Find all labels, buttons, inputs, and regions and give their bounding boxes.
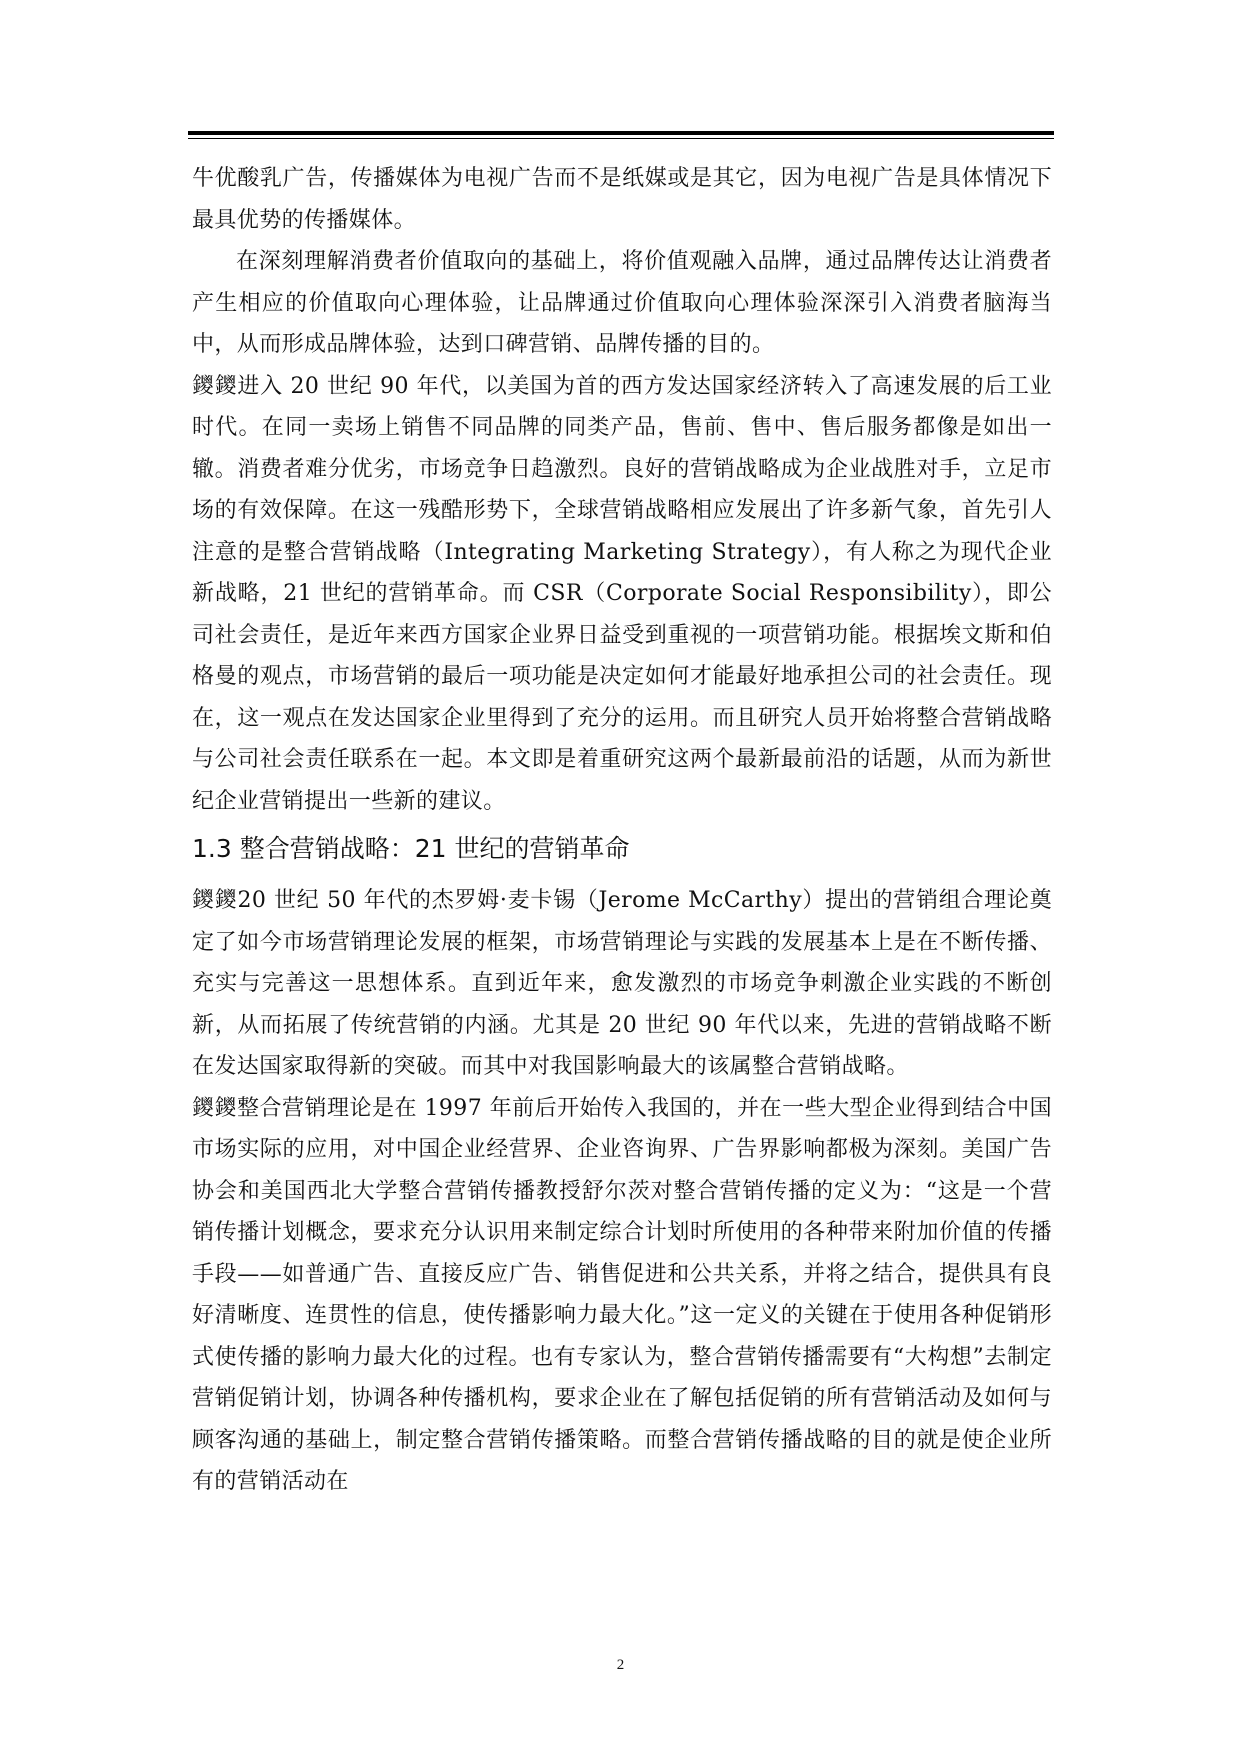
paragraph: 鑁鑁20 世纪 50 年代的杰罗姆·麦卡锡（Jerome McCarthy）提出的营销组合理论奠定了如今市场营销理论发展的框架，市场营销理论与实践的发展基本上是在不断传播、充实与完善这一思想体系。直到近年来，愈发激烈的市场竞争刺激企业实践的不断创新，从而拓展了传统营销的内涵。尤其是 20 世纪 90 年代以来，先进的营销战略不断在发达国家取得新的突破。而其中对我国影响最大的该属整合营销战略。 (192, 888, 1052, 1079)
paragraph: 在深刻理解消费者价值取向的基础上，将价值观融入品牌，通过品牌传达让消费者产生相应的价值取向心理体验，让品牌通过价值取向心理体验深深引入消费者脑海当中，从而形成品牌体验，达到口碑营销、品牌传播的目的。 (192, 249, 1052, 357)
body-text (192, 158, 1052, 1503)
page-number: 2 (616, 1657, 625, 1673)
paragraph: 鑁鑁进入 20 世纪 90 年代，以美国为首的西方发达国家经济转入了高速发展的后工业时代。在同一卖场上销售不同品牌的同类产品，售前、售中、售后服务都像是如出一辙。消费者难分优劣，市场竞争日趋激烈。良好的营销战略成为企业战胜对手，立足市场的有效保障。在这一残酷形势下，全球营销战略相应发展出了许多新气象，首先引人注意的是整合营销战略（Integrating Marketing Strategy），有人称之为现代企业新战略，21 世纪的营销革命。而 CSR（Corporate Social Responsibility），即公司社会责任，是近年来西方国家企业界日益受到重视的一项营销功能。根据埃文斯和伯格曼的观点，市场营销的最后一项功能是决定如何才能最好地承担公司的社会责任。现在，这一观点在发达国家企业里得到了充分的运用。而且研究人员开始将整合营销战略与公司社会责任联系在一起。本文即是着重研究这两个最新最前沿的话题，从而为新世纪企业营销提出一些新的建议。 (192, 373, 1052, 814)
header-rule (188, 131, 1054, 141)
paragraph: 牛优酸乳广告，传播媒体为电视广告而不是纸媒或是其它，因为电视广告是具体情况下最具优势的传播媒体。 (192, 166, 1052, 233)
header-rule-thin-line (188, 138, 1054, 139)
header-rule-thick-line (188, 131, 1054, 135)
section-heading: 1.3 整合营销战略：21 世纪的营销革命 (192, 834, 630, 863)
paragraph: 鑁鑁整合营销理论是在 1997 年前后开始传入我国的，并在一些大型企业得到结合中国市场实际的应用，对中国企业经营界、企业咨询界、广告界影响都极为深刻。美国广告协会和美国西北大学整合营销传播教授舒尔茨对整合营销传播的定义为：“这是一个营销传播计划概念，要求充分认识用来制定综合计划时所使用的各种带来附加价值的传播手段——如普通广告、直接反应广告、销售促进和公共关系，并将之结合，提供具有良好清晰度、连贯性的信息，使传播影响力最大化。”这一定义的关键在于使用各种促销形式使传播的影响力最大化的过程。也有专家认为，整合营销传播需要有“大构想”去制定营销促销计划，协调各种传播机构，要求企业在了解包括促销的所有营销活动及如何与顾客沟通的基础上，制定整合营销传播策略。而整合营销传播战略的目的就是使企业所有的营销活动在 (192, 1095, 1052, 1494)
